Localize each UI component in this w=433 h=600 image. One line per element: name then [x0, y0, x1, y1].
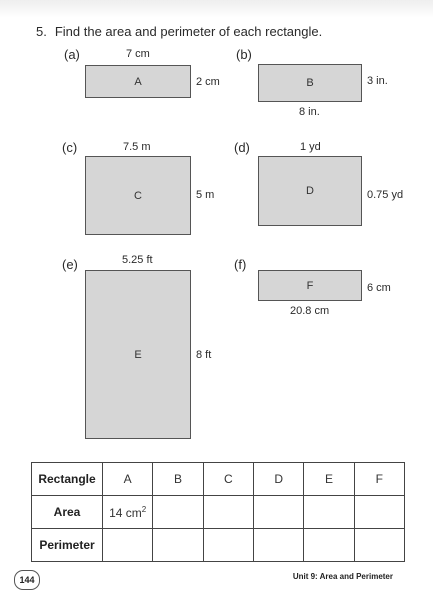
area-a-value: 14 cm [109, 505, 142, 520]
perimeter-cell-c[interactable] [203, 529, 253, 562]
answer-table [31, 462, 405, 562]
rect-b-name: B [306, 77, 314, 89]
rect-f-width: 6 cm [367, 282, 391, 294]
table-row-area [32, 496, 405, 529]
area-cell-a[interactable] [103, 496, 153, 529]
part-b-label: (b) [236, 47, 252, 62]
area-cell-e[interactable] [304, 496, 354, 529]
page-number: 144 [19, 575, 35, 585]
rect-e-name: E [134, 348, 142, 361]
rect-d-length: 1 yd [300, 141, 321, 153]
rectangle-e [85, 270, 191, 439]
rect-e-width: 8 ft [196, 349, 212, 361]
rectangle-d [258, 156, 362, 226]
area-a-exponent: 2 [141, 504, 147, 514]
rect-c-length: 7.5 m [123, 141, 151, 153]
header-a: A [103, 463, 153, 496]
header-d: D [253, 463, 303, 496]
rectangle-b [258, 64, 362, 102]
top-band [0, 0, 433, 18]
row-label-perimeter: Perimeter [32, 529, 103, 562]
perimeter-cell-b[interactable] [153, 529, 203, 562]
rect-a-name: A [134, 75, 142, 88]
perimeter-cell-f[interactable] [354, 529, 404, 562]
header-b: B [153, 463, 203, 496]
rectangle-a [85, 65, 191, 98]
unit-footer: Unit 9: Area and Perimeter [292, 572, 393, 581]
area-cell-f[interactable] [354, 496, 404, 529]
rect-a-length: 7 cm [126, 48, 150, 60]
rect-f-length: 20.8 cm [290, 305, 330, 317]
part-f-label: (f) [234, 257, 247, 272]
part-e-label: (e) [62, 257, 78, 272]
rect-e-length: 5.25 ft [122, 254, 153, 266]
rect-d-name: D [306, 185, 314, 197]
question-prompt [36, 24, 322, 39]
rect-c-width: 5 m [196, 189, 215, 201]
perimeter-cell-a[interactable] [103, 529, 153, 562]
table-row-perimeter [32, 529, 405, 562]
part-d-label: (d) [234, 140, 250, 155]
question-text: Find the area and perimeter of each rectangle. [54, 24, 323, 39]
part-c-label: (c) [62, 140, 78, 155]
perimeter-cell-e[interactable] [304, 529, 354, 562]
area-cell-b[interactable] [153, 496, 203, 529]
rect-b-length: 8 in. [299, 106, 320, 118]
rectangle-c [85, 156, 191, 235]
part-a-label: (a) [64, 47, 80, 62]
row-label-area: Area [32, 496, 103, 529]
header-e: E [304, 463, 354, 496]
rect-f-name: F [306, 279, 314, 292]
page-number-badge [14, 570, 40, 590]
table-header-row [32, 463, 405, 496]
header-c: C [203, 463, 253, 496]
rect-b-width: 3 in. [367, 75, 388, 87]
rect-d-width: 0.75 yd [367, 189, 404, 201]
question-number: 5. [36, 24, 47, 39]
rect-a-width: 2 cm [196, 76, 220, 88]
rectangle-f [258, 270, 362, 301]
area-cell-c[interactable] [203, 496, 253, 529]
header-rectangle: Rectangle [32, 463, 103, 496]
header-f: F [354, 463, 404, 496]
rect-c-name: C [134, 189, 142, 202]
perimeter-cell-d[interactable] [253, 529, 303, 562]
area-cell-d[interactable] [253, 496, 303, 529]
